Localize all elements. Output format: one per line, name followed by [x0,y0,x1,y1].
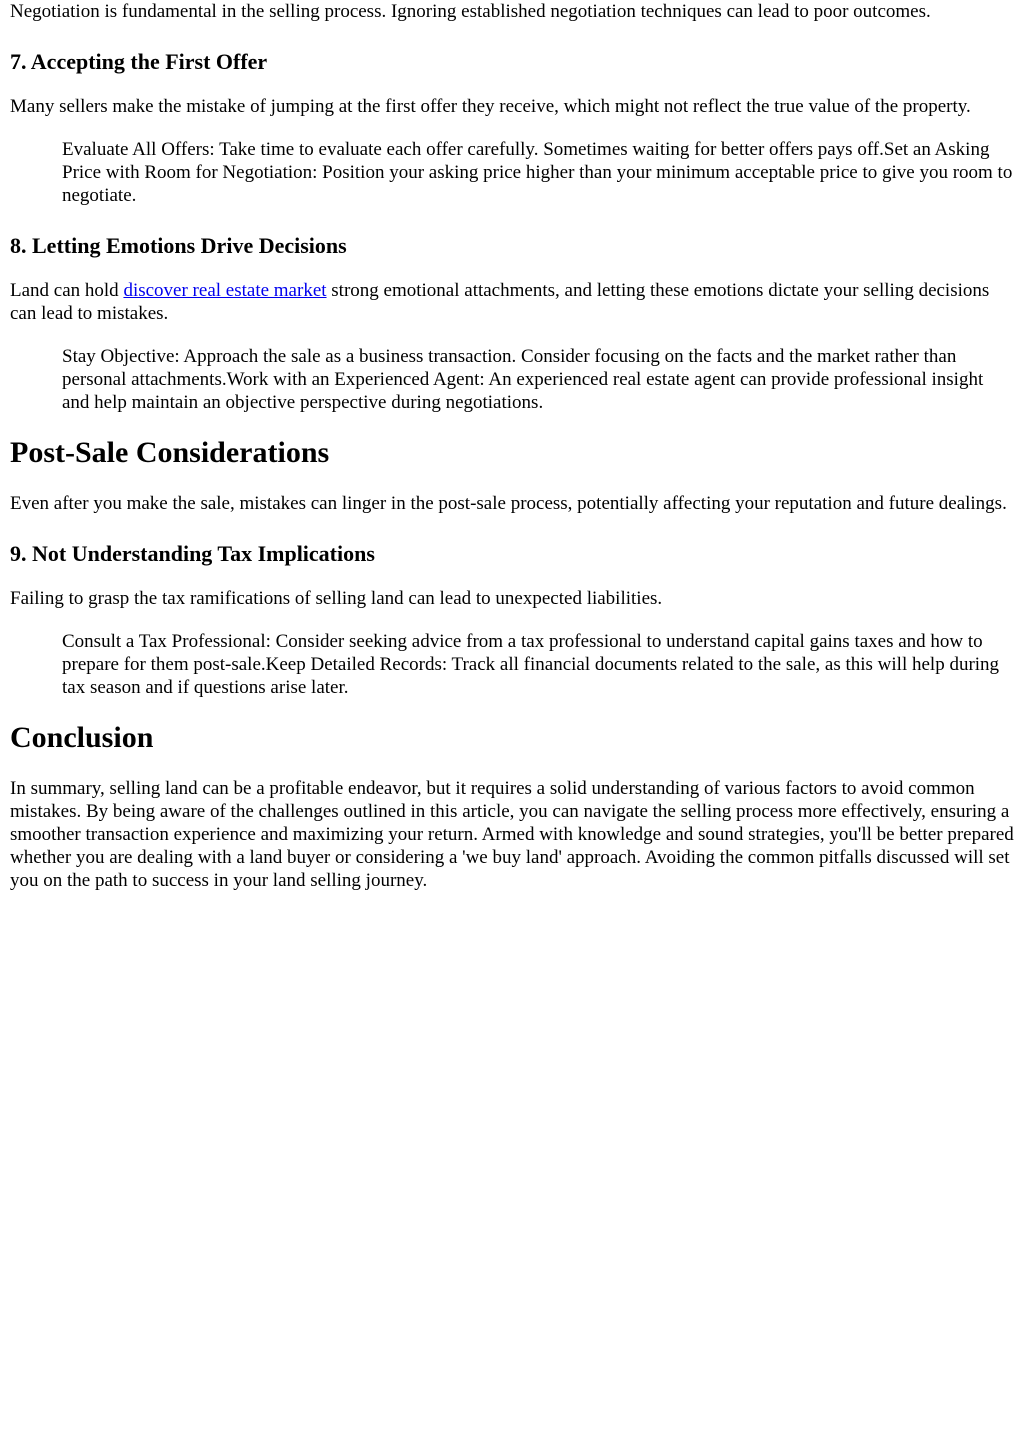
heading-post-sale-considerations: Post-Sale Considerations [10,436,330,469]
heading-conclusion: Conclusion [10,721,154,754]
blockquote-tax-tips: Consult a Tax Professional: Consider seeking advice from a tax professional to understand capital gains taxes and how to prepare for them post-sale.Keep Detailed Records: Track all financial documents related to the sale, as this will help during tax season and if questions arise later. [62,631,1000,698]
heading-accepting-first-offer: 7. Accepting the First Offer [10,49,268,74]
blockquote-first-offer-tips: Evaluate All Offers: Take time to evaluate each offer carefully. Sometimes waiting for better offers pays off.Set an Asking Price with Room for Negotiation: Position your asking price higher than your minimum acceptable price to give you room to negotiate. [62,139,1013,206]
paragraph-tax: Failing to grasp the tax ramifications of selling land can lead to unexpected liabilities. [10,588,663,609]
heading-tax-implications: 9. Not Understanding Tax Implications [10,541,375,566]
link-discover-real-estate-market[interactable]: discover real estate market [123,280,327,301]
paragraph-emotions [10,279,1014,325]
paragraph-negotiation: Negotiation is fundamental in the selling process. Ignoring established negotiation techniques can lead to poor outcomes. [10,1,931,22]
paragraph-emotions-rest: strong emotional attachments, and letting these emotions dictate your selling decisions can lead to mistakes. [10,280,990,324]
paragraph-post-sale: Even after you make the sale, mistakes can linger in the post-sale process, potentially affecting your reputation and future dealings. [10,493,1007,514]
paragraph-emotions-lead: Land can hold [10,280,124,301]
paragraph-conclusion: In summary, selling land can be a profitable endeavor, but it requires a solid understanding of various factors to avoid common mistakes. By being aware of the challenges outlined in this article, you can navigate the selling process more effectively, ensuring a smoother transaction experience and maximizing your return. Armed with knowledge and sound strategies, you'll be better prepared whether you are dealing with a land buyer or considering a 'we buy land' approach. Avoiding the common pitfalls discussed will set you on the path to success in your land selling journey. [10,778,1014,891]
heading-letting-emotions: 8. Letting Emotions Drive Decisions [10,233,347,258]
blockquote-emotions-tips: Stay Objective: Approach the sale as a business transaction. Consider focusing on the facts and the market rather than personal attachments.Work with an Experienced Agent: An experienced real estate agent can provide professional insight and help maintain an objective perspective during negotiations. [62,346,984,413]
paragraph-first-offer: Many sellers make the mistake of jumping at the first offer they receive, which might not reflect the true value of the property. [10,96,971,117]
